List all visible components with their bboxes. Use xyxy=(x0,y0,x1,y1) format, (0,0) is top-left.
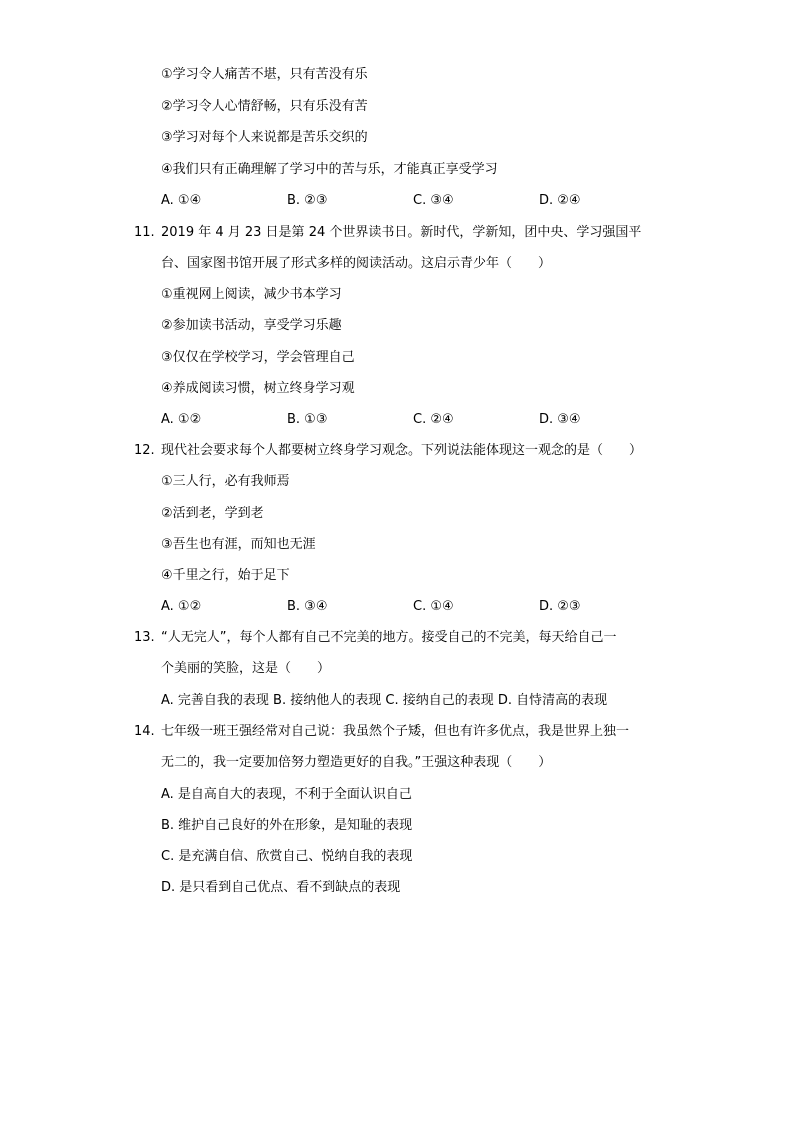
q12-item-1: ①三人行，必有我师焉 xyxy=(161,474,290,489)
q11-option-c: C. ②④ xyxy=(413,412,454,427)
q14-option-b: B. 维护自己良好的外在形象，是知耻的表现 xyxy=(161,818,413,833)
q10-item-3: ③学习对每个人来说都是苦乐交织的 xyxy=(161,130,368,145)
q12-option-b: B. ③④ xyxy=(287,599,328,614)
q10-item-4: ④我们只有正确理解了学习中的苦与乐，才能真正享受学习 xyxy=(161,162,498,177)
q14-option-a: A. 是自高自大的表现，不利于全面认识自己 xyxy=(161,787,412,802)
q11-option-d: D. ③④ xyxy=(539,412,581,427)
q14-stem-line-2: 无二的，我一定要加倍努力塑造更好的自我。”王强这种表现（ ） xyxy=(161,755,552,770)
q12-option-a: A. ①② xyxy=(161,599,202,614)
q10-option-d: D. ②④ xyxy=(539,193,581,208)
q10-option-c: C. ③④ xyxy=(413,193,454,208)
question-number: 14. xyxy=(134,724,155,739)
q13-stem-line-2: 个美丽的笑脸，这是（ ） xyxy=(161,661,331,676)
q11-item-3: ③仅仅在学校学习，学会管理自己 xyxy=(161,350,355,365)
q10-item-2: ②学习令人心情舒畅，只有乐没有苦 xyxy=(161,99,368,114)
q11-item-4: ④养成阅读习惯，树立终身学习观 xyxy=(161,381,355,396)
q11-stem-line-1: 2019 年 4 月 23 日是第 24 个世界读书日。新时代，学新知，团中央、学习强国平 xyxy=(161,225,642,240)
q11-option-a: A. ①② xyxy=(161,412,202,427)
q12-item-2: ②活到老，学到老 xyxy=(161,506,264,521)
q12-option-d: D. ②③ xyxy=(539,599,581,614)
q11-item-2: ②参加读书活动，享受学习乐趣 xyxy=(161,318,342,333)
q10-option-b: B. ②③ xyxy=(287,193,328,208)
q12-option-c: C. ①④ xyxy=(413,599,454,614)
q11-item-1: ①重视网上阅读，减少书本学习 xyxy=(161,287,342,302)
q14-option-c: C. 是充满自信、欣赏自己、悦纳自我的表现 xyxy=(161,849,413,864)
q13-stem-line-1: “人无完人”，每个人都有自己不完美的地方。接受自己的不完美，每天给自己一 xyxy=(161,630,617,645)
q12-item-3: ③吾生也有涯，而知也无涯 xyxy=(161,537,316,552)
question-number: 12. xyxy=(134,443,155,458)
q10-option-a: A. ①④ xyxy=(161,193,202,208)
q10-item-1: ①学习令人痛苦不堪，只有苦没有乐 xyxy=(161,67,368,82)
q14-stem-line-1: 七年级一班王强经常对自己说：我虽然个子矮，但也有许多优点，我是世界上独一 xyxy=(161,724,630,739)
q11-option-b: B. ①③ xyxy=(287,412,328,427)
q12-item-4: ④千里之行，始于足下 xyxy=(161,568,290,583)
question-number: 11. xyxy=(134,225,155,240)
question-number: 13. xyxy=(134,630,155,645)
q12-stem-line-1: 现代社会要求每个人都要树立终身学习观念。下列说法能体现这一观念的是（ ） xyxy=(161,443,643,458)
q11-stem-line-2: 台、国家图书馆开展了形式多样的阅读活动。这启示青少年（ ） xyxy=(161,256,552,271)
q13-options: A. 完善自我的表现 B. 接纳他人的表现 C. 接纳自己的表现 D. 自恃清高的表现 xyxy=(161,693,608,708)
q14-option-d: D. 是只看到自己优点、看不到缺点的表现 xyxy=(161,880,401,895)
